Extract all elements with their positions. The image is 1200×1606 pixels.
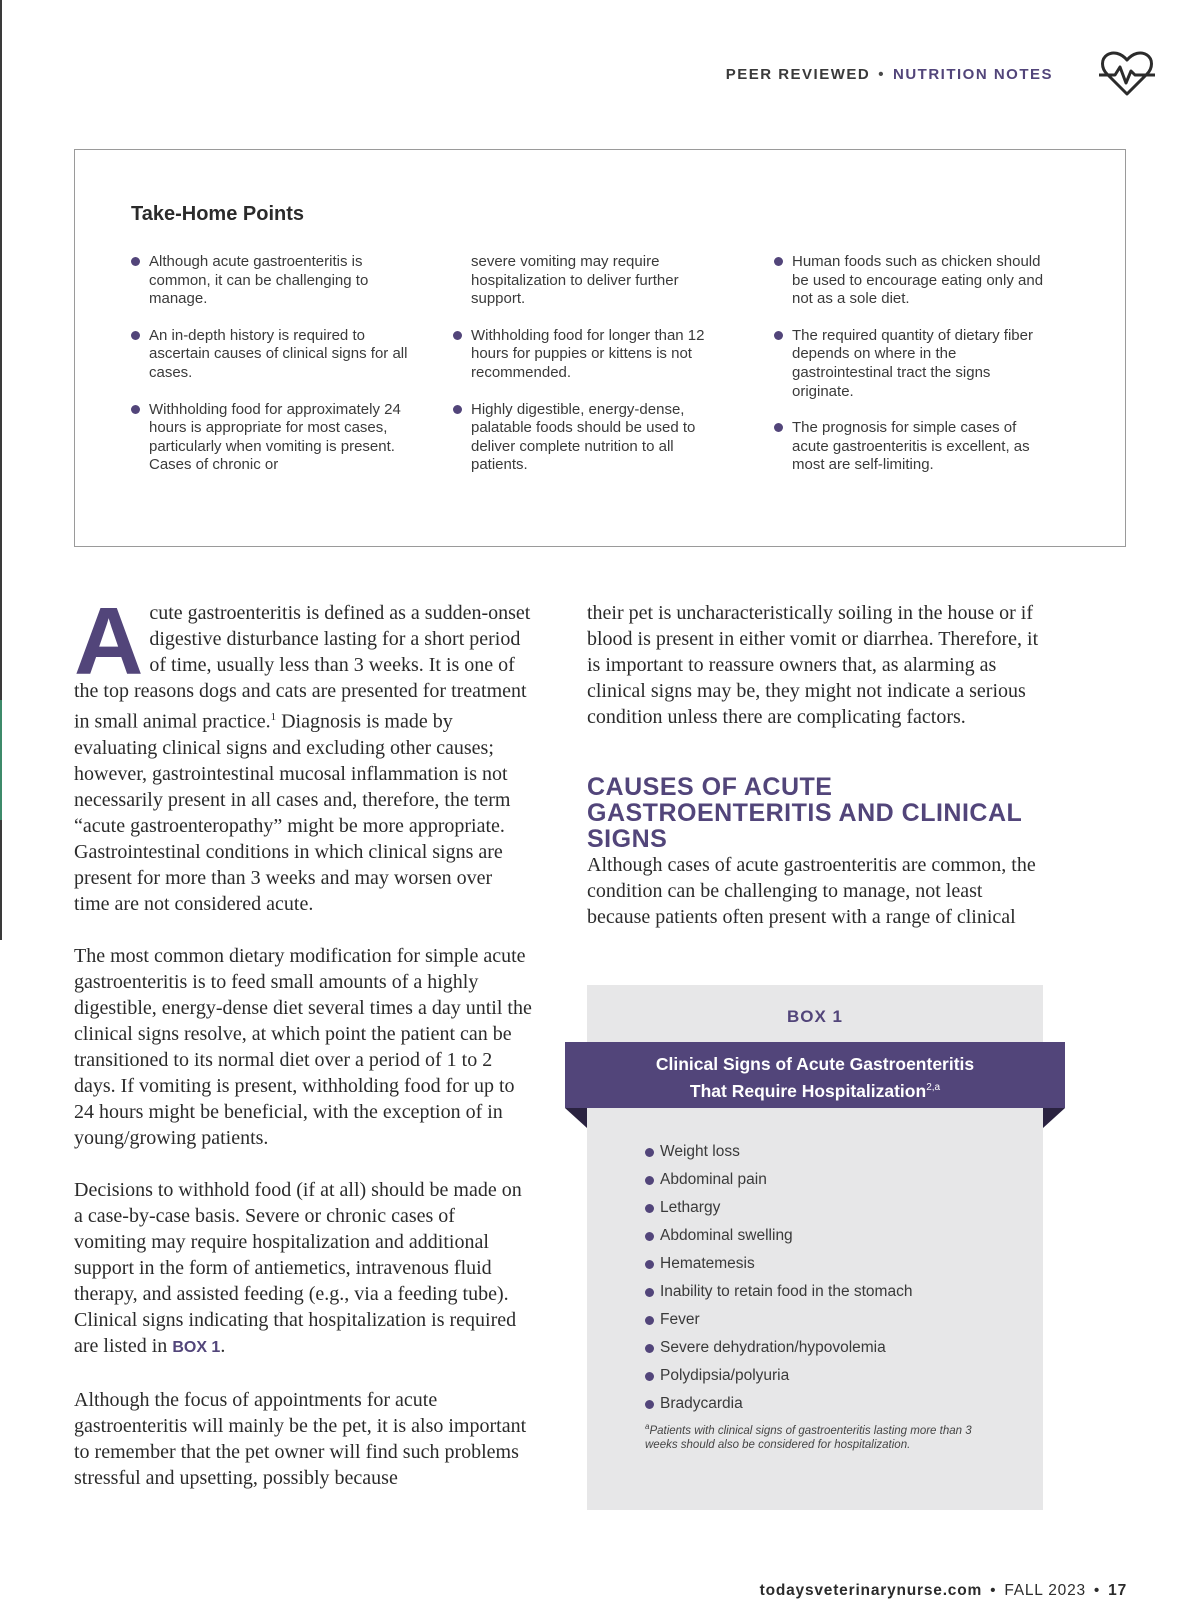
list-item bbox=[645, 1306, 912, 1334]
page-edge-accent bbox=[0, 700, 2, 820]
sign-text: Polydipsia/polyuria bbox=[660, 1367, 790, 1384]
take-home-text: Withholding food for longer than 12 hours for puppies or kittens is not recommended. bbox=[471, 326, 705, 381]
take-home-point bbox=[774, 327, 1052, 401]
article-paragraph bbox=[74, 1177, 532, 1361]
drop-cap: A bbox=[74, 588, 144, 695]
article-paragraph: Although cases of acute gastroenteritis are common, the condition can be challenging to manage, not least because patients often present with a range of clinical bbox=[587, 854, 1036, 928]
bullet-icon bbox=[645, 1204, 654, 1213]
sign-text: Bradycardia bbox=[660, 1395, 743, 1412]
bullet-icon bbox=[645, 1232, 654, 1241]
bullet-icon bbox=[131, 257, 140, 266]
paragraph-text: Diagnosis is made by evaluating clinical signs and excluding other causes; however, gastrointestinal mucosal inflammation is not necessarily present in all cases and, therefore, the term “acute gastroenteropathy” might be more appropriate. Gastrointestinal conditions in which clinical signs are present for more than 3 weeks and may worsen over time are not considered acute. bbox=[74, 710, 511, 915]
take-home-point bbox=[131, 401, 409, 475]
footnote-marker: a bbox=[645, 1422, 650, 1431]
sign-text: Hematemesis bbox=[660, 1255, 755, 1272]
article-paragraph: Although the focus of appointments for acute gastroenteritis will mainly be the pet, it is also important to remember that the pet owner will find such problems stressful and upsetting, possibly because bbox=[74, 1388, 527, 1489]
take-home-box bbox=[74, 149, 1126, 547]
bullet-icon bbox=[453, 405, 462, 414]
page-footer bbox=[760, 1582, 1127, 1600]
list-item bbox=[645, 1390, 912, 1418]
article-column-right bbox=[587, 600, 1047, 956]
box-title-text: That Require Hospitalization bbox=[689, 1080, 927, 1101]
footer-separator: • bbox=[1093, 1582, 1101, 1599]
list-item bbox=[645, 1250, 912, 1278]
box-1-panel bbox=[587, 985, 1043, 1510]
bullet-icon bbox=[774, 423, 783, 432]
bullet-icon bbox=[645, 1316, 654, 1325]
list-item bbox=[645, 1334, 912, 1362]
take-home-point bbox=[453, 327, 731, 383]
take-home-point bbox=[774, 419, 1052, 475]
bullet-icon bbox=[774, 331, 783, 340]
list-item bbox=[645, 1166, 912, 1194]
bullet-icon bbox=[645, 1260, 654, 1269]
box-title-banner bbox=[565, 1042, 1065, 1108]
take-home-text: Although acute gastroenteritis is common, it can be challenging to manage. bbox=[149, 253, 369, 308]
take-home-text: The required quantity of dietary fiber depends on where in the gastrointestinal tract the signs originate. bbox=[792, 326, 1033, 400]
take-home-point bbox=[131, 327, 409, 383]
article-paragraph: The most common dietary modification for simple acute gastroenteritis is to feed small amounts of a highly digestible, energy-dense diet several times a day until the clinical signs resolve, at which point the patient can be transitioned to its normal diet over a period of 1 to 2 days. If vomiting is present, withholding food for up to 24 hours might be beneficial, with the exception of in young/growing patients. bbox=[74, 944, 532, 1149]
take-home-point bbox=[453, 401, 731, 475]
reference-marker: 1 bbox=[270, 711, 277, 723]
footer-separator: • bbox=[990, 1582, 997, 1599]
issue-label: FALL 2023 bbox=[1004, 1582, 1086, 1599]
section-heading: CAUSES OF ACUTE GASTROENTERITIS AND CLINICAL SIGNS bbox=[587, 773, 1022, 853]
bullet-icon bbox=[774, 257, 783, 266]
bullet-icon bbox=[645, 1176, 654, 1185]
website-link[interactable]: todaysveterinarynurse.com bbox=[759, 1582, 983, 1599]
list-item bbox=[645, 1138, 912, 1166]
column-label: NUTRITION NOTES bbox=[893, 66, 1053, 83]
sign-text: Abdominal pain bbox=[660, 1171, 767, 1188]
article-paragraph: their pet is uncharacteristically soiling in the house or if blood is present in either vomit or diarrhea. Therefore, it is important to reassure owners that, as alarming as clinical signs may be, they might not indicate a serious condition unless there are complicating factors. bbox=[587, 602, 1039, 728]
take-home-text: Withholding food for approximately 24 hours is appropriate for most cases, particularly when vomiting is present. Cases of chronic or bbox=[149, 400, 401, 474]
box-title-line: Clinical Signs of Acute Gastroenteritis bbox=[655, 1054, 975, 1074]
take-home-column-2 bbox=[453, 253, 731, 493]
sign-text: Abdominal swelling bbox=[660, 1227, 793, 1244]
take-home-point bbox=[131, 253, 409, 309]
list-item bbox=[645, 1278, 912, 1306]
take-home-text: Highly digestible, energy-dense, palatable foods should be used to deliver complete nutrition to all patients. bbox=[471, 400, 696, 474]
bullet-icon bbox=[131, 405, 140, 414]
banner-fold-right bbox=[1043, 1108, 1065, 1128]
sign-text: Inability to retain food in the stomach bbox=[660, 1283, 913, 1300]
sign-text: Severe dehydration/hypovolemia bbox=[660, 1339, 886, 1356]
sign-text: Lethargy bbox=[660, 1199, 721, 1216]
take-home-text: Human foods such as chicken should be used to encourage eating only and not as a sole diet. bbox=[792, 253, 1044, 308]
box-reference-link[interactable]: BOX 1 bbox=[172, 1338, 221, 1356]
bullet-icon bbox=[645, 1372, 654, 1381]
box-title-line bbox=[565, 1076, 1065, 1103]
paragraph-text: . bbox=[220, 1334, 226, 1357]
take-home-point-continued bbox=[453, 253, 731, 309]
bullet-icon bbox=[645, 1288, 654, 1297]
box-label: BOX 1 bbox=[786, 1007, 844, 1026]
clinical-signs-list bbox=[645, 1138, 912, 1418]
section-label: PEER REVIEWED bbox=[725, 66, 871, 83]
box-footnote bbox=[645, 1420, 975, 1453]
heart-pulse-icon bbox=[1099, 50, 1155, 98]
take-home-point bbox=[774, 253, 1052, 309]
take-home-column-3 bbox=[774, 253, 1052, 493]
take-home-text: severe vomiting may require hospitalization to deliver further support. bbox=[471, 253, 679, 308]
running-head bbox=[726, 66, 1053, 83]
bullet-icon bbox=[645, 1400, 654, 1409]
section-separator: • bbox=[878, 66, 885, 83]
article-paragraph bbox=[74, 588, 532, 917]
sign-text: Weight loss bbox=[660, 1143, 740, 1160]
article-column-left bbox=[74, 588, 532, 1517]
list-item bbox=[645, 1362, 912, 1390]
list-item bbox=[645, 1194, 912, 1222]
paragraph-text: cute gastroenteritis is defined as a sudden-onset digestive disturbance lasting for a short period of time, usually less than 3 weeks. It is one of the top reasons dogs and cats are presented for treatment in small animal practice. bbox=[74, 602, 531, 733]
list-item bbox=[645, 1222, 912, 1250]
bullet-icon bbox=[453, 331, 462, 340]
sign-text: Fever bbox=[660, 1311, 700, 1328]
take-home-title: Take-Home Points bbox=[131, 203, 304, 225]
paragraph-text: Decisions to withhold food (if at all) should be made on a case-by-case basis. Severe or chronic cases of vomiting may require hospitalization and additional support in the form of antiemetics, intravenous fluid therapy, and assisted feeding (e.g., via a feeding tube). Clinical signs indicating that hospitalization is required are listed in bbox=[74, 1178, 522, 1357]
bullet-icon bbox=[645, 1148, 654, 1157]
page-number: 17 bbox=[1108, 1582, 1127, 1599]
banner-fold-left bbox=[565, 1108, 587, 1128]
take-home-column-1 bbox=[131, 253, 409, 493]
box-title-reference: 2,a bbox=[926, 1082, 941, 1093]
take-home-text: An in-depth history is required to ascertain causes of clinical signs for all cases. bbox=[149, 326, 408, 381]
take-home-text: The prognosis for simple cases of acute gastroenteritis is excellent, as most are self-limiting. bbox=[792, 419, 1030, 474]
bullet-icon bbox=[131, 331, 140, 340]
bullet-icon bbox=[645, 1344, 654, 1353]
footnote-text: Patients with clinical signs of gastroenteritis lasting more than 3 weeks should also be considered for hospitalization. bbox=[645, 1424, 972, 1452]
